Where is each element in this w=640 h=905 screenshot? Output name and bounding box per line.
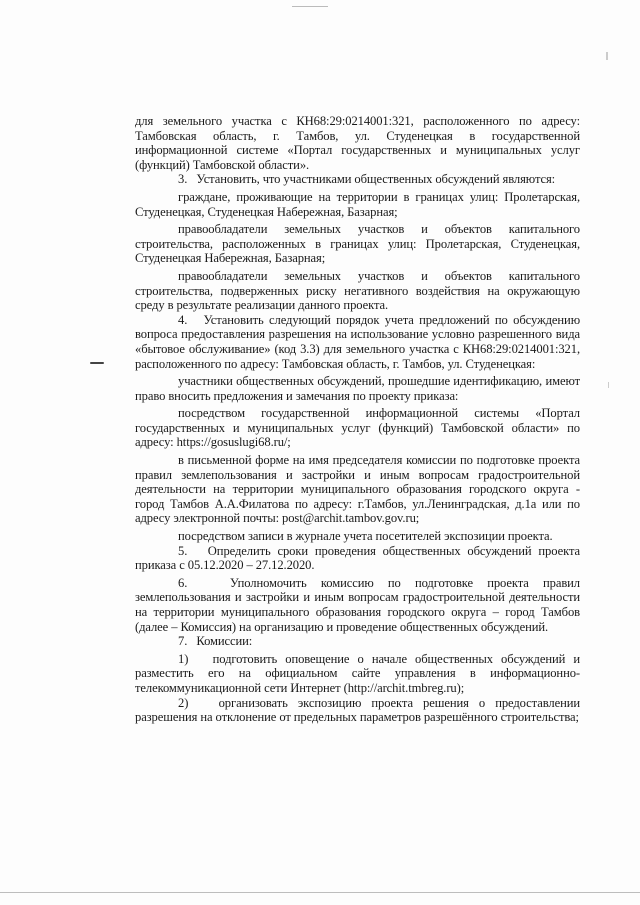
scan-mark-right-2 xyxy=(608,382,609,388)
scan-mark-left xyxy=(90,362,104,364)
paragraph-item-3: 3. Установить, что участниками общественных обсуждений являются: xyxy=(178,172,556,187)
paragraph-subitem-1: 1) подготовить оповещение о начале общественных обсуждений и разместить его на официальном сайте управления в информационно-телекоммуникационной сети Интернет (http://archit.tmbreg.ru); xyxy=(135,651,580,695)
paragraph-intro: для земельного участка с КН68:29:0214001:321, расположенного по адресу: Тамбовская область, г. Тамбов, ул. Студенецкая в государственной информационной системе «Портал государственных и муниципальных услуг (функций) Тамбовской области». xyxy=(135,114,580,172)
paragraph-via-portal: посредством государственной информационной системы «Портал государственных и муниципальных услуг (функций) Тамбовской области» по адресу: https://gosuslugi68.ru/; xyxy=(135,406,580,450)
paragraph-subitem-2: 2) организовать экспозицию проекта решения о предоставлении разрешения на отклонение от предельных параметров разрешённого строительства; xyxy=(135,695,580,725)
paragraph-item-6: 6. Уполномочить комиссию по подготовке проекта правил землепользования и застройки и иным вопросам градостроительной деятельности на территории муниципального образования городского округа – город Тамбов (далее – Комиссия) на организацию и проведение общественных обсуждений. xyxy=(135,575,580,634)
paragraph-written-form: в письменной форме на имя председателя комиссии по подготовке проекта правил землепользования и застройки и иным вопросам градостроительной деятельности на территории муниципального образования городского округа - город Тамбов А.А.Филатова по адресу: г.Тамбов, ул.Ленинградская, д.1а или по адресу электронной почты: post@archit.tambov.gov.ru; xyxy=(135,453,580,526)
paragraph-participants: участники общественных обсуждений, прошедшие идентификацию, имеют право вносить предложения и замечания по проекту приказа: xyxy=(135,374,580,403)
paragraph-item-7: 7. Комиссии: xyxy=(178,634,253,649)
paragraph-item-5: 5. Определить сроки проведения общественных обсуждений проекта приказа с 05.12.2020 – 27.12.2020. xyxy=(135,543,580,573)
document-body xyxy=(135,114,580,725)
paragraph-item-4: 4. Установить следующий порядок учета предложений по обсуждению вопроса предоставления разрешения на использование условно разрешенного вида «бытовое обслуживание» (код 3.3) для земельного участка с КН68:29:0214001:321, расположенного по адресу: Тамбовская область, г. Тамбов, ул. Студенецкая: xyxy=(135,312,580,371)
paragraph-journal: посредством записи в журнале учета посетителей экспозиции проекта. xyxy=(178,529,553,544)
paragraph-citizens: граждане, проживающие на территории в границах улиц: Пролетарская, Студенецкая, Студенецкая Набережная, Базарная; xyxy=(135,189,580,219)
paragraph-rightholders-1: правообладатели земельных участков и объектов капитального строительства, расположенных в границах улиц: Пролетарская, Студенецкая, Студенецкая Набережная, Базарная; xyxy=(135,222,580,266)
paragraph-rightholders-2: правообладатели земельных участков и объектов капитального строительства, подверженных риску негативного воздействия на окружающую среду в результате реализации данного проекта. xyxy=(135,268,580,313)
scan-line-bottom xyxy=(0,892,640,893)
scan-mark-top xyxy=(292,6,328,7)
scan-mark-right-1 xyxy=(606,52,608,60)
